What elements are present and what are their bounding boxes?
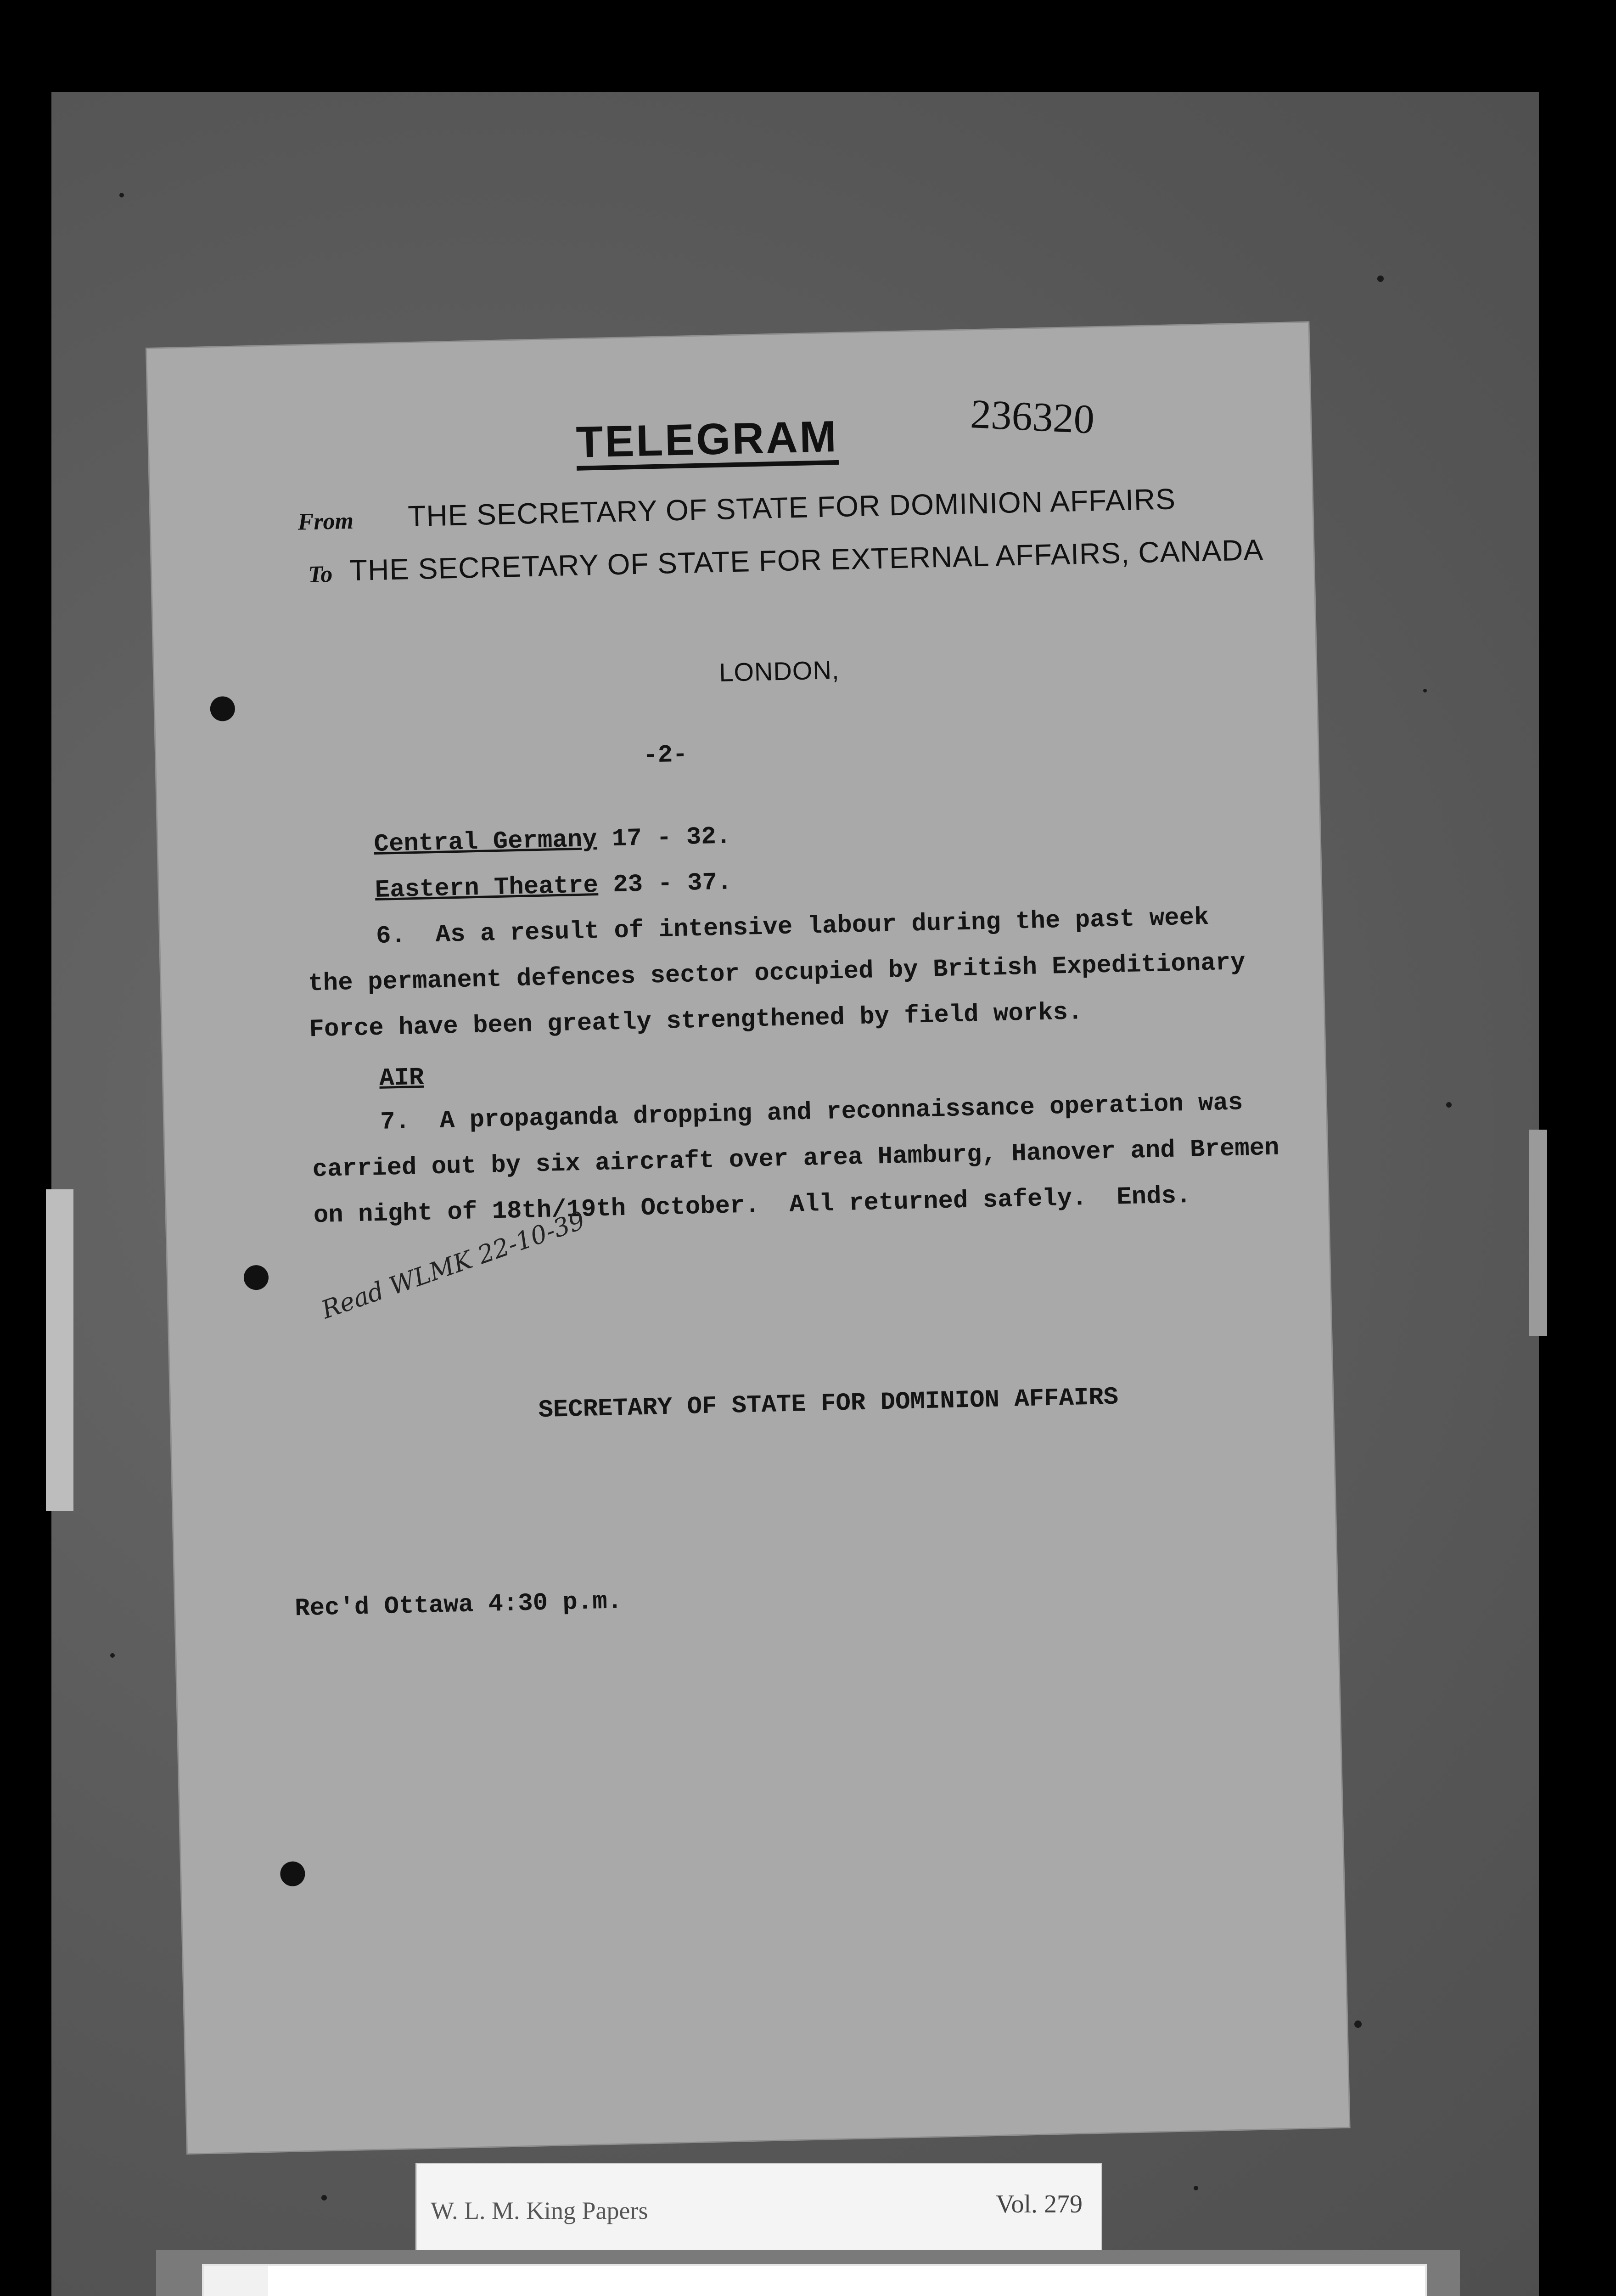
punch-hole xyxy=(210,696,235,721)
para6-line: 6. As a result of intensive labour during the past week xyxy=(376,903,1210,951)
volume-label: Vol. 279 xyxy=(996,2190,1083,2218)
line-head: Eastern Theatre xyxy=(375,872,599,905)
line-central-germany xyxy=(374,822,731,859)
to-label: To xyxy=(308,561,333,588)
handwritten-note: Read WLMK 22-10-39 xyxy=(317,1205,589,1325)
to-text: THE SECRETARY OF STATE FOR EXTERNAL AFFAIRS, CANADA xyxy=(349,533,1264,587)
air-heading: AIR xyxy=(379,1064,425,1093)
line-rest: 17 - 32. xyxy=(596,822,731,854)
page-marker: -2- xyxy=(642,741,688,770)
archives-frame xyxy=(156,2250,1460,2296)
para7-line: on night of 18th/19th October. All returned safely. Ends. xyxy=(313,1182,1192,1230)
signature: SECRETARY OF STATE FOR DOMINION AFFAIRS xyxy=(538,1383,1119,1425)
telegram-sheet xyxy=(147,323,1349,2153)
archives-card-inner xyxy=(268,2266,1425,2296)
line-eastern-theatre xyxy=(375,868,732,905)
archives-card xyxy=(202,2264,1427,2296)
left-tab xyxy=(46,1189,73,1511)
para6-line: the permanent defences sector occupied by British Expeditionary xyxy=(308,949,1246,998)
from-text: THE SECRETARY OF STATE FOR DOMINION AFFAIRS xyxy=(407,482,1176,533)
collection-label: W. L. M. King Papers xyxy=(431,2197,648,2224)
line-rest: 23 - 37. xyxy=(598,868,733,900)
received-stamp: Rec'd Ottawa 4:30 p.m. xyxy=(294,1587,623,1623)
telegram-title: TELEGRAM xyxy=(576,414,839,471)
document-number: 236320 xyxy=(969,391,1096,443)
para6-line: Force have been greatly strengthened by field works. xyxy=(309,998,1083,1044)
punch-hole xyxy=(243,1265,269,1290)
from-label: From xyxy=(297,507,354,535)
line-head: Central Germany xyxy=(373,826,598,859)
punch-hole xyxy=(280,1861,305,1886)
right-tab xyxy=(1529,1130,1547,1336)
para7-line: 7. A propaganda dropping and reconnaissance operation was xyxy=(380,1089,1244,1137)
para7-line: carried out by six aircraft over area Hamburg, Hanover and Bremen xyxy=(312,1134,1280,1184)
place: LONDON, xyxy=(718,655,840,687)
